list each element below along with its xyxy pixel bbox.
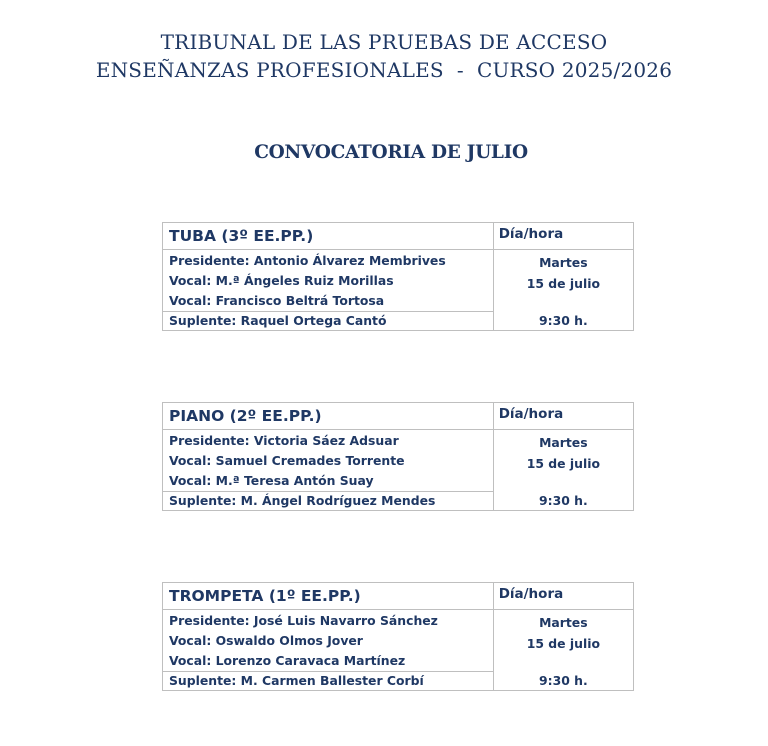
members-cell	[163, 610, 494, 672]
tribunal-table-piano	[162, 402, 634, 511]
members-cell	[163, 430, 494, 492]
exam-day: Martes	[539, 435, 588, 450]
members-cell	[163, 250, 494, 312]
member-vocal-2: Vocal: Francisco Beltrá Tortosa	[169, 293, 385, 308]
member-presidente: Presidente: Antonio Álvarez Membrives	[169, 253, 446, 268]
member-suplente: Suplente: Raquel Ortega Cantó	[163, 312, 494, 331]
exam-hour: 9:30 h.	[539, 493, 588, 508]
document-header	[0, 28, 768, 84]
date-cell	[493, 610, 633, 691]
member-vocal-1: Vocal: Oswaldo Olmos Jover	[169, 633, 363, 648]
date-cell	[493, 430, 633, 511]
dia-hora-label: Día/hora	[493, 403, 633, 430]
dia-hora-label: Día/hora	[493, 583, 633, 610]
instrument-heading: TUBA (3º EE.PP.)	[163, 223, 494, 250]
exam-date: 15 de julio	[526, 456, 600, 471]
header-line-1: TRIBUNAL DE LAS PRUEBAS DE ACCESO	[160, 30, 608, 54]
member-vocal-2: Vocal: M.ª Teresa Antón Suay	[169, 473, 374, 488]
tribunal-table-trompeta	[162, 582, 634, 691]
instrument-heading: PIANO (2º EE.PP.)	[163, 403, 494, 430]
exam-day: Martes	[539, 255, 588, 270]
member-vocal-2: Vocal: Lorenzo Caravaca Martínez	[169, 653, 406, 668]
member-vocal-1: Vocal: Samuel Cremades Torrente	[169, 453, 405, 468]
member-suplente: Suplente: M. Ángel Rodríguez Mendes	[163, 492, 494, 511]
dia-hora-label: Día/hora	[493, 223, 633, 250]
member-presidente: Presidente: José Luis Navarro Sánchez	[169, 613, 438, 628]
member-vocal-1: Vocal: M.ª Ángeles Ruiz Morillas	[169, 273, 394, 288]
member-presidente: Presidente: Victoria Sáez Adsuar	[169, 433, 399, 448]
header-line-2: ENSEÑANZAS PROFESIONALES - CURSO 2025/2026	[95, 58, 673, 82]
page-title: CONVOCATORIA DE JULIO	[254, 142, 528, 163]
exam-day: Martes	[539, 615, 588, 630]
date-cell	[493, 250, 633, 331]
exam-date: 15 de julio	[526, 636, 600, 651]
instrument-heading: TROMPETA (1º EE.PP.)	[163, 583, 494, 610]
exam-date: 15 de julio	[526, 276, 600, 291]
member-suplente: Suplente: M. Carmen Ballester Corbí	[163, 672, 494, 691]
tribunal-table-tuba	[162, 222, 634, 331]
exam-hour: 9:30 h.	[539, 673, 588, 688]
exam-hour: 9:30 h.	[539, 313, 588, 328]
